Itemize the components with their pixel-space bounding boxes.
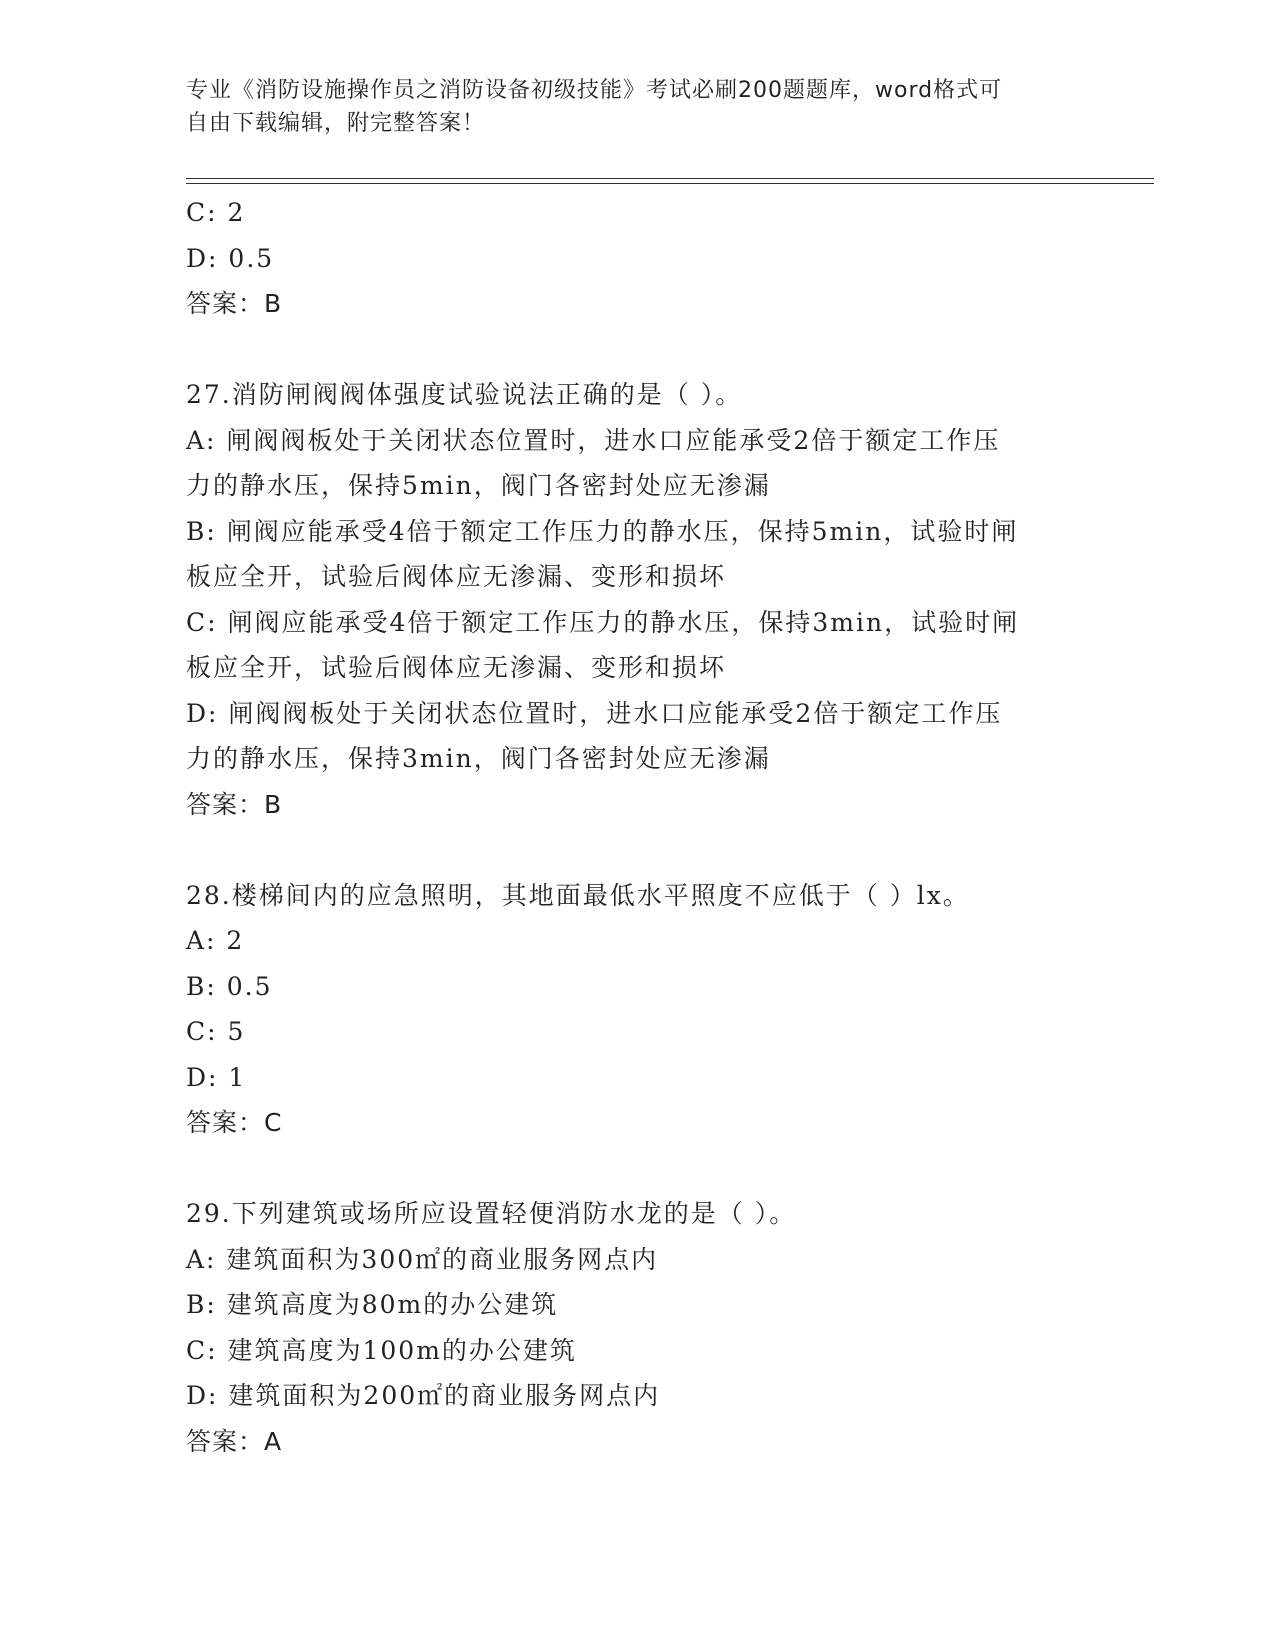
answer-line: 答案：B [186, 289, 283, 318]
option-c: C: 建筑高度为100m的办公建筑 [186, 1335, 577, 1365]
option-c: C: 2 [186, 198, 246, 227]
question-27 [186, 372, 1086, 827]
spacer [186, 1146, 1086, 1192]
option-d: D: 1 [186, 1062, 247, 1092]
option-a: A: 2 [186, 926, 245, 955]
option-d: D: 闸阀阀板处于关闭状态位置时，进水口应能承受2倍于额定工作压 [186, 698, 1003, 728]
option-c: C: 5 [186, 1017, 246, 1046]
option-b: B: 0.5 [186, 971, 273, 1001]
option-b-continued: 板应全开，试验后阀体应无渗漏、变形和损坏 [186, 562, 727, 591]
option-a: A: 建筑面积为300㎡的商业服务网点内 [186, 1244, 659, 1274]
option-d: D: 0.5 [186, 243, 275, 273]
option-c: C: 闸阀应能承受4倍于额定工作压力的静水压，保持3min，试验时闸 [186, 607, 1020, 637]
question-text: 28.楼梯间内的应急照明，其地面最低水平照度不应低于（ ）lx。 [186, 880, 970, 910]
question-29 [186, 1191, 1086, 1464]
document-header [186, 74, 1086, 140]
option-a-continued: 力的静水压，保持5min，阀门各密封处应无渗漏 [186, 471, 771, 500]
option-b: B: 闸阀应能承受4倍于额定工作压力的静水压，保持5min，试验时闸 [186, 516, 1019, 546]
option-d-continued: 力的静水压，保持3min，阀门各密封处应无渗漏 [186, 744, 771, 773]
spacer [186, 827, 1086, 873]
question-28 [186, 873, 1086, 1146]
spacer [186, 327, 1086, 373]
question-26-tail [186, 190, 1086, 327]
answer-line: 答案：A [186, 1426, 283, 1456]
option-d: D: 建筑面积为200㎡的商业服务网点内 [186, 1381, 661, 1410]
header-divider-bottom [186, 183, 1154, 184]
header-title-line-2: 自由下载编辑，附完整答案！ [186, 111, 486, 136]
answer-line: 答案：C [186, 1108, 283, 1137]
question-text: 27.消防闸阀阀体强度试验说法正确的是（ ）。 [186, 380, 743, 409]
option-c-continued: 板应全开，试验后阀体应无渗漏、变形和损坏 [186, 653, 727, 682]
header-divider-top [186, 178, 1154, 179]
header-title-line-1: 专业《消防设施操作员之消防设备初级技能》考试必刷200题题库，word格式可 [186, 78, 1003, 103]
answer-line: 答案：B [186, 789, 283, 819]
option-b: B: 建筑高度为80m的办公建筑 [186, 1290, 559, 1319]
question-text: 29.下列建筑或场所应设置轻便消防水龙的是（ ）。 [186, 1199, 797, 1228]
question-list [186, 190, 1086, 1464]
option-a: A: 闸阀阀板处于关闭状态位置时，进水口应能承受2倍于额定工作压 [186, 425, 1001, 455]
